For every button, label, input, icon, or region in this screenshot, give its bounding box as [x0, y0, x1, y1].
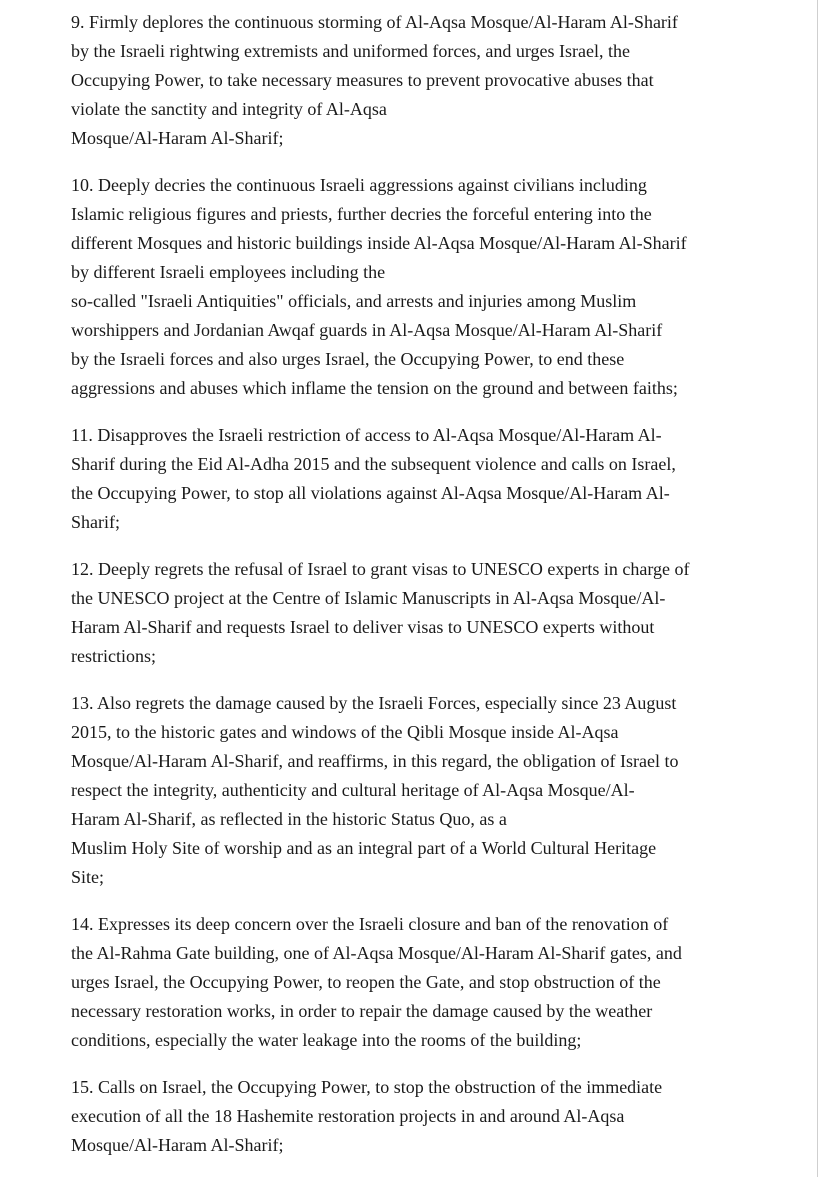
paragraph-11: [71, 421, 777, 537]
paragraph-line: restrictions;: [71, 646, 156, 666]
paragraph-line: urges Israel, the Occupying Power, to reopen the Gate, and stop obstruction of the: [71, 972, 661, 992]
paragraph-line: Site;: [71, 867, 105, 887]
paragraph-line: violate the sanctity and integrity of Al-Aqsa: [71, 99, 387, 119]
paragraph-line: Sharif during the Eid Al-Adha 2015 and the subsequent violence and calls on Israel,: [71, 454, 676, 474]
paragraph-line: different Mosques and historic buildings inside Al-Aqsa Mosque/Al-Haram Al-Sharif: [71, 233, 687, 253]
paragraph-line: Mosque/Al-Haram Al-Sharif;: [71, 128, 284, 148]
paragraph-line: Haram Al-Sharif and requests Israel to deliver visas to UNESCO experts without: [71, 617, 655, 637]
paragraph-line: Haram Al-Sharif, as reflected in the historic Status Quo, as a: [71, 809, 507, 829]
paragraph-line: 11. Disapproves the Israeli restriction of access to Al-Aqsa Mosque/Al-Haram Al-: [71, 425, 662, 445]
paragraph-line: so-called "Israeli Antiquities" officials, and arrests and injuries among Muslim: [71, 291, 637, 311]
paragraph-line: necessary restoration works, in order to repair the damage caused by the weather: [71, 1001, 653, 1021]
paragraph-line: the UNESCO project at the Centre of Islamic Manuscripts in Al-Aqsa Mosque/Al-: [71, 588, 666, 608]
paragraph-9: [71, 8, 777, 153]
paragraph-line: by the Israeli rightwing extremists and uniformed forces, and urges Israel, the: [71, 41, 631, 61]
paragraph-line: 10. Deeply decries the continuous Israeli aggressions against civilians including: [71, 175, 647, 195]
paragraph-line: 12. Deeply regrets the refusal of Israel to grant visas to UNESCO experts in charge of: [71, 559, 690, 579]
paragraph-line: Sharif;: [71, 512, 120, 532]
paragraph-15: [71, 1073, 777, 1160]
paragraph-10: [71, 171, 777, 403]
paragraph-line: Mosque/Al-Haram Al-Sharif, and reaffirms, in this regard, the obligation of Israel to: [71, 751, 679, 771]
paragraph-line: conditions, especially the water leakage into the rooms of the building;: [71, 1030, 582, 1050]
paragraph-line: execution of all the 18 Hashemite restoration projects in and around Al-Aqsa: [71, 1106, 625, 1126]
paragraph-line: by different Israeli employees including the: [71, 262, 386, 282]
paragraph-line: worshippers and Jordanian Awqaf guards in Al-Aqsa Mosque/Al-Haram Al-Sharif: [71, 320, 663, 340]
paragraph-line: Mosque/Al-Haram Al-Sharif;: [71, 1135, 284, 1155]
paragraph-13: [71, 689, 777, 892]
paragraph-line: Occupying Power, to take necessary measures to prevent provocative abuses that: [71, 70, 654, 90]
paragraph-line: 14. Expresses its deep concern over the Israeli closure and ban of the renovation of: [71, 914, 669, 934]
paragraph-line: respect the integrity, authenticity and cultural heritage of Al-Aqsa Mosque/Al-: [71, 780, 635, 800]
paragraph-line: the Al-Rahma Gate building, one of Al-Aqsa Mosque/Al-Haram Al-Sharif gates, and: [71, 943, 682, 963]
paragraph-line: the Occupying Power, to stop all violations against Al-Aqsa Mosque/Al-Haram Al-: [71, 483, 670, 503]
paragraph-line: aggressions and abuses which inflame the tension on the ground and between faiths;: [71, 378, 678, 398]
paragraph-line: by the Israeli forces and also urges Israel, the Occupying Power, to end these: [71, 349, 625, 369]
paragraph-12: [71, 555, 777, 671]
paragraph-line: 13. Also regrets the damage caused by the Israeli Forces, especially since 23 August: [71, 693, 677, 713]
paragraph-14: [71, 910, 777, 1055]
paragraph-line: 2015, to the historic gates and windows of the Qibli Mosque inside Al-Aqsa: [71, 722, 619, 742]
paragraph-line: Muslim Holy Site of worship and as an integral part of a World Cultural Heritage: [71, 838, 657, 858]
paragraph-line: 9. Firmly deplores the continuous storming of Al-Aqsa Mosque/Al-Haram Al-Sharif: [71, 12, 678, 32]
paragraph-line: 15. Calls on Israel, the Occupying Power, to stop the obstruction of the immediate: [71, 1077, 663, 1097]
paragraph-line: Islamic religious figures and priests, further decries the forceful entering into the: [71, 204, 652, 224]
